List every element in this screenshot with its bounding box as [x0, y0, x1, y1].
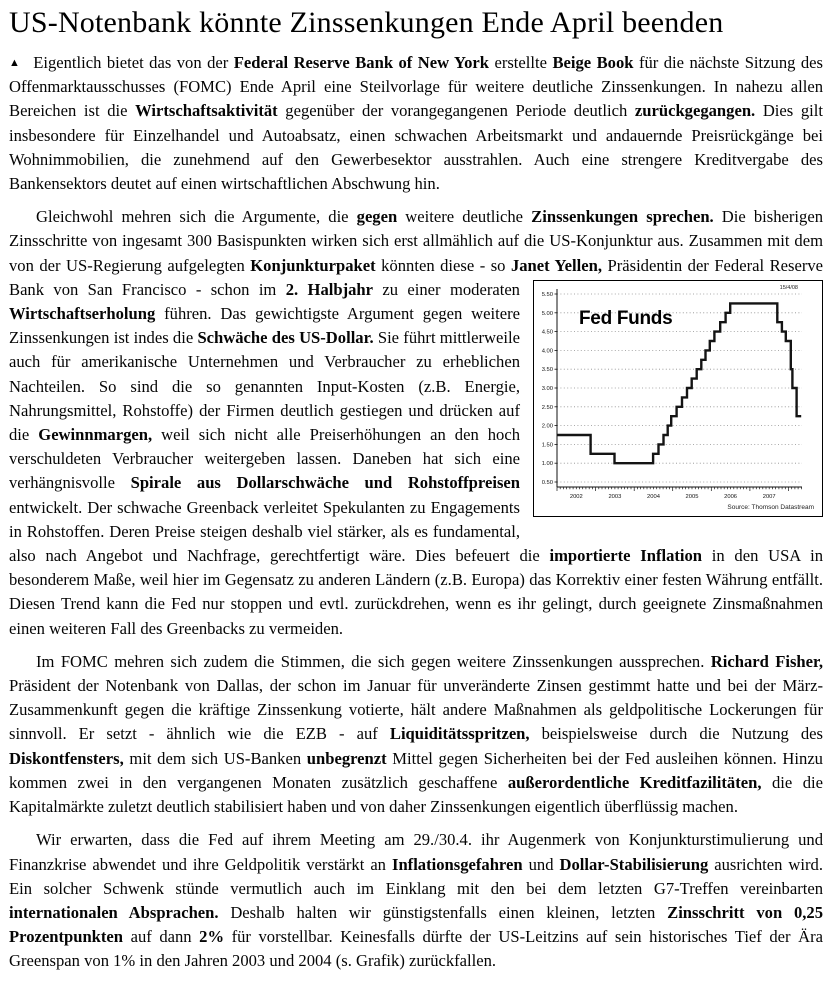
bold-text-run: Wirtschaftserholung [9, 304, 156, 324]
chart-source-label: Source: Thomson Datastream [727, 503, 814, 511]
text-run: Präsident der Notenbank von Dallas, der schon im Januar für unveränderte Zinsen gestimmt hatte und bei der März-Zusammenkunft gegen die kräftige Zinssenkung votierte, hält andere Maßnahmen als geldpolitische Lockerungen für sinnvoll. Er setzt - ähnlich wie die EZB - auf [9, 676, 823, 744]
bold-text-run: Janet Yellen, [510, 255, 603, 275]
x-tick-label: 2002 [569, 493, 583, 500]
text-run: beispielsweise durch die Nutzung des [529, 724, 823, 744]
bold-text-run: 2. Halbjahr [285, 279, 373, 299]
y-tick-label: 1.50 [541, 442, 553, 449]
text-run: in den USA in besonderem Maße, weil hier im Gegensatz zu anderen Ländern (z.B. Europa) das Korrektiv einer festen Währung entfällt. Diesen Trend kann die Fed nur stoppen und evtl. zurückdrehen, wenn es ihr gelingt, durch geeignete Zinsmaßnahmen einen weiteren Fall des Greenbacks zu vermeiden. [9, 546, 823, 638]
text-run: Dies gilt insbesondere für Einzelhandel und Autoabsatz, einen schwachen Arbeitsmarkt und andauernde Preisrückgänge bei Wohnimmobilien, die zunehmend auf den Gewerbesektor ausstrahlen. Auch eine strengere Kreditvergabe des Bankensektors deutet auf einen wirtschaftlichen Abschwung hin. [9, 101, 823, 194]
chart-title: Fed Funds [579, 307, 673, 329]
bold-text-run: zurückgegangen. [634, 101, 756, 121]
text-run: führen. Das gewichtigste Argument gegen weitere Zinssenkungen ist indes die [9, 304, 520, 348]
y-tick-label: 5.00 [541, 310, 553, 317]
x-tick-label: 2005 [685, 493, 699, 500]
text-run: Deshalb halten wir günstigstenfalls einen kleinen, letzten [218, 902, 668, 922]
text-run: Reserve Bank von San Francisco - schon im [9, 255, 824, 299]
bold-text-run: Richard Fisher, [710, 651, 824, 671]
paragraph [9, 205, 823, 641]
article-body [9, 51, 823, 974]
text-run: die die Kapitalmärkte zuletzt deutlich stabilisiert haben und von daher Zinssenkungen eigentlich überflüssig machen. [9, 772, 824, 817]
text-run: Die bisherigen Zinsschritte von ingesamt 300 Basispunkten wirken sich erst allmählich auf die US-Konjunktur aus. Zusammen mit dem von der US-Regierung aufgelegten [9, 207, 823, 275]
bold-text-run: Gewinnmargen, [38, 425, 153, 445]
text-run: weil sich nicht alle Preiserhöhungen an den hoch verschuldeten Verbraucher weitergeben lassen. Daneben hat sich eine verhängnisvolle [9, 425, 521, 493]
paragraph [9, 828, 823, 973]
text-run: mit dem sich US-Banken [123, 748, 307, 768]
chart-corner-label: 15/4/08 [779, 284, 798, 291]
text-run: Gleichwohl mehren sich die Argumente, die [36, 207, 357, 227]
text-run: weitere deutliche [397, 207, 532, 227]
bold-text-run: Spirale aus Dollarschwäche und Rohstoffpreisen [130, 473, 520, 493]
x-tick-label: 2003 [608, 493, 622, 500]
x-tick-label: 2006 [724, 493, 738, 500]
x-tick-label: 2007 [762, 493, 776, 500]
paragraph [9, 650, 823, 819]
text-run: Eigentlich bietet das von der [33, 53, 234, 72]
chart-frame [534, 280, 823, 516]
article-title: US-Notenbank könnte Zinssenkungen Ende April beenden [9, 6, 724, 39]
bold-text-run: Liquiditätsspritzen, [389, 724, 530, 744]
bold-text-run: importierte Inflation [549, 546, 703, 566]
y-tick-label: 2.50 [541, 404, 553, 411]
paragraph [9, 51, 823, 196]
text-run: und [522, 854, 560, 874]
bold-text-run: Diskontfensters, [9, 748, 124, 768]
text-run: für vorstellbar. Keinesfalls dürfte der US-Leitzins auf sein historisches Tief der Ära Greenspan von 1% in den Jahren 2003 und 2004 (s. Grafik) zurückfallen. [9, 927, 824, 971]
text-run: Sie führt mittlerweile auch für amerikanische Unternehmen und Verbraucher zu erheblichen Nachteilen. So sind die so genannten Input-Kosten (z.B. Energie, Nahrungsmittel, Rohstoffe) der Firmen deutlich gestiegen und drücken auf die [9, 328, 520, 445]
y-tick-label: 4.50 [541, 329, 553, 336]
bold-text-run: Zinssenkungen sprechen. [531, 207, 714, 227]
y-tick-label: 3.50 [541, 367, 553, 374]
bold-text-run: Zinsschritt von 0,25 Prozentpunkten [9, 902, 823, 947]
fed-funds-chart-svg [533, 280, 823, 517]
y-tick-label: 1.00 [541, 461, 553, 468]
bold-text-run: außerordentliche Kreditfazilitäten, [507, 772, 762, 792]
x-tick-label: 2004 [647, 493, 660, 500]
text-run: entwickelt. Der schwache Greenback verleitet Spekulanten zu Engagements in Rohstoffen. Deren Preise steigen deshalb viel stärker, als es fundamental, also nach Angebot und Nachfrage, gerechtfertigt wäre. Dies befeuert die [9, 497, 550, 566]
y-tick-label: 3.00 [541, 385, 553, 392]
text-run: Wir erwarten, dass die Fed auf ihrem Meeting am 29./30.4. ihr Augenmerk von Konjunkturstimulierung und Finanzkrise abwendet und ihre Geldpolitik verstärkt an [9, 830, 823, 874]
bold-text-run: Inflationsgefahren [391, 854, 523, 874]
y-tick-label: 4.00 [541, 348, 553, 355]
text-run: gegenüber der vorangegangenen Periode deutlich [277, 101, 635, 121]
bold-text-run: Konjunkturpaket [250, 255, 376, 275]
text-run: Mittel gegen Sicherheiten bei der Fed ausleihen können. Hinzu kommen zwei in den vergangenen Monaten zusätzlich geschaffene [9, 748, 823, 792]
bold-text-run: Beige Book [552, 53, 634, 72]
text-run: erstellte [489, 53, 553, 72]
paragraph-marker-triangle-icon: ▲ [9, 57, 22, 69]
y-tick-label: 5.50 [541, 291, 553, 298]
text-run: Im FOMC mehren sich zudem die Stimmen, die sich gegen weitere Zinssenkungen aussprechen. [36, 651, 711, 671]
text-run: für die nächste Sitzung des Offenmarktausschusses (FOMC) Ende April eine Steilvorlage für weitere deutliche Zinssenkungen. In nahezu allen Bereichen ist die [9, 53, 823, 121]
bold-text-run: Dollar-Stabilisierung [559, 854, 709, 874]
bold-text-run: gegen [356, 207, 398, 227]
text-run: ausrichten wird. Ein solcher Schwenk stünde vermutlich auch im Einklang mit den bei dem letzten G7-Treffen vereinbarten [9, 854, 824, 898]
text-run: könnten diese - so [375, 255, 511, 275]
text-run: Präsidentin der Federal [602, 255, 770, 275]
bold-text-run: Wirtschaftsaktivität [135, 101, 278, 121]
bold-text-run: internationalen Absprachen. [9, 902, 219, 922]
bold-text-run: 2% [199, 927, 225, 947]
y-tick-label: 0.50 [541, 479, 553, 486]
bold-text-run: Schwäche des US-Dollar. [197, 328, 374, 348]
bold-text-run: unbegrenzt [306, 748, 387, 768]
fed-funds-chart [533, 280, 823, 517]
y-tick-label: 2.00 [541, 423, 553, 430]
text-run: auf dann [123, 927, 200, 947]
bold-text-run: Federal Reserve Bank of New York [233, 53, 489, 72]
text-run: zu einer moderaten [373, 279, 520, 299]
